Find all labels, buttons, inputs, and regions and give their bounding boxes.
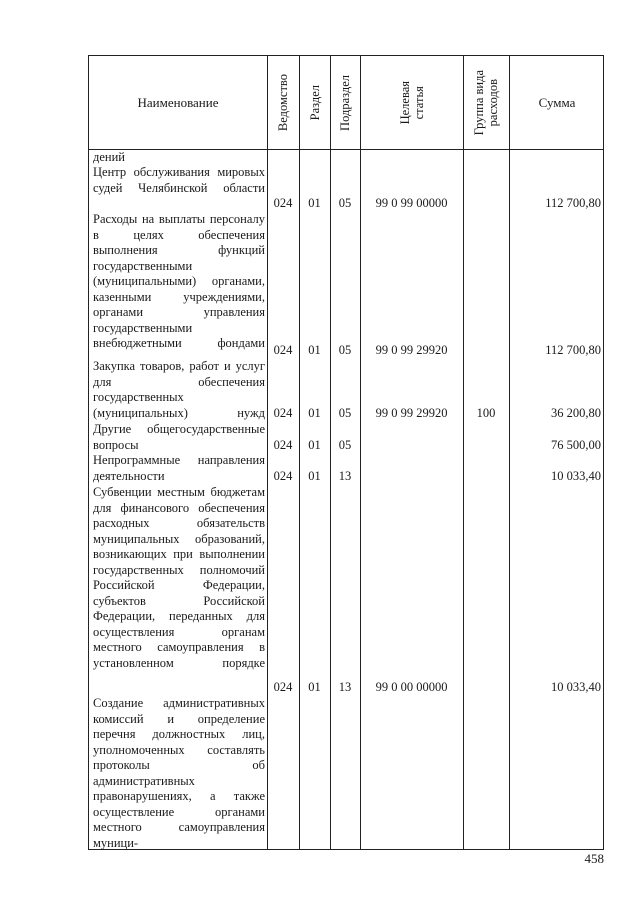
row-podrazdel: 13 xyxy=(338,680,352,694)
row-name: Субвенции местным бюджетам для финансового обеспечения расходных обязательств муниципальных образований, возникающих при выполнении государственных полномочий Российской Федерации, субъектов Российской Федерации, переданных для осуществления органам местного самоуправления в установленном порядке xyxy=(93,485,265,670)
row-razdel: 01 xyxy=(308,680,321,694)
row-vedomstvo: 024 xyxy=(273,343,293,357)
header-name: Наименование xyxy=(137,94,219,110)
header-podrazdel: Подраздел xyxy=(338,74,352,131)
row-razdel: 01 xyxy=(308,343,321,357)
row-summa: 112 700,80 xyxy=(545,196,601,210)
row-name: Закупка товаров, работ и услуг для обеспечения государственных (муниципальных) нужд xyxy=(93,359,265,420)
row-podrazdel: 05 xyxy=(338,438,352,452)
row-name: Другие общегосударственные вопросы xyxy=(93,422,265,452)
budget-table xyxy=(88,55,604,850)
row-podrazdel: 05 xyxy=(338,343,352,357)
col-divider xyxy=(360,56,361,849)
row-vedomstvo: 024 xyxy=(273,196,293,210)
row-razdel: 01 xyxy=(308,406,321,420)
row-podrazdel: 05 xyxy=(338,196,352,210)
row-vedomstvo: 024 xyxy=(273,438,293,452)
header-razdel: Раздел xyxy=(307,84,322,121)
row-razdel: 01 xyxy=(308,196,321,210)
row-name: Центр обслуживания мировых судей Челябинской области xyxy=(93,165,265,195)
row-summa: 36 200,80 xyxy=(551,406,601,420)
row-name: Непрограммные направления деятельности xyxy=(93,453,265,483)
page-number: 458 xyxy=(584,851,604,866)
header-vedomstvo: Ведомство xyxy=(276,73,290,132)
row-name: дений xyxy=(93,150,125,164)
row-gruppa: 100 xyxy=(476,406,496,420)
header-celevaya-statya: Целевая статья xyxy=(397,80,426,125)
row-celevaya: 99 0 00 00000 xyxy=(375,680,448,694)
row-razdel: 01 xyxy=(308,469,321,483)
row-name: Расходы на выплаты персоналу в целях обеспечения выполнения функций государственными (муниципальными) органами, казенными учреждениями, органами управления государственными внебюджетными фондами xyxy=(93,212,265,350)
row-razdel: 01 xyxy=(308,438,321,452)
header-gruppa: Группа вида расходов xyxy=(472,69,500,136)
row-vedomstvo: 024 xyxy=(273,680,293,694)
row-name: Создание административных комиссий и определение перечня должностных лиц, уполномоченных составлять протоколы об административных правонарушениях, а также осуществление органами местного самоуправления муници- xyxy=(93,696,265,850)
col-divider xyxy=(463,56,464,849)
row-celevaya: 99 0 99 29920 xyxy=(375,406,448,420)
row-summa: 112 700,80 xyxy=(545,343,601,357)
row-podrazdel: 05 xyxy=(338,406,352,420)
row-vedomstvo: 024 xyxy=(273,406,293,420)
row-celevaya: 99 0 99 29920 xyxy=(375,343,448,357)
row-summa: 10 033,40 xyxy=(551,469,601,483)
row-summa: 10 033,40 xyxy=(551,680,601,694)
row-summa: 76 500,00 xyxy=(551,438,601,452)
header-summa: Сумма xyxy=(538,94,576,110)
row-podrazdel: 13 xyxy=(338,469,352,483)
row-celevaya: 99 0 99 00000 xyxy=(375,196,448,210)
row-vedomstvo: 024 xyxy=(273,469,293,483)
